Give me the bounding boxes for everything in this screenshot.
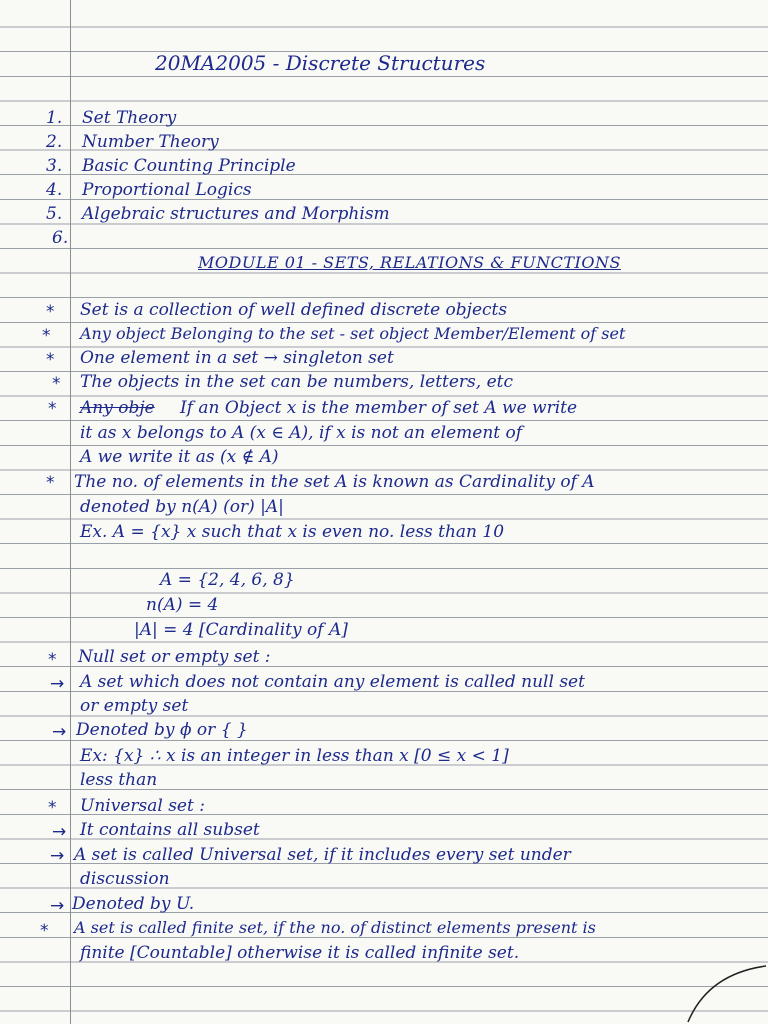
null-set-heading: Null set or empty set : xyxy=(78,647,271,667)
null-set-example-cont: less than xyxy=(80,770,158,790)
note-null-definition: A set which does not contain any element is called null set xyxy=(80,672,585,692)
note-universal-contains: It contains all subset xyxy=(80,820,260,840)
star-bullet: * xyxy=(46,473,55,493)
note-objects: The objects in the set can be numbers, letters, etc xyxy=(80,372,514,392)
arrow-bullet: → xyxy=(52,822,67,842)
syllabus-number-2: 2. xyxy=(46,132,63,152)
note-singleton: One element in a set → singleton set xyxy=(80,348,394,368)
page-corner-curl xyxy=(678,964,768,1024)
arrow-bullet: → xyxy=(52,722,67,742)
universal-set-heading: Universal set : xyxy=(80,796,205,816)
note-cardinality: The no. of elements in the set A is known as Cardinality of A xyxy=(74,472,595,492)
note-null-notation: Denoted by ϕ or { } xyxy=(76,720,248,740)
example-cardinality-abs: |A| = 4 [Cardinality of A] xyxy=(134,620,348,640)
note-membership-cont-2: A we write it as (x ∉ A) xyxy=(80,447,279,467)
example-set-elements: A = {2, 4, 6, 8} xyxy=(160,570,295,590)
example-set-builder: Ex. A = {x} x such that x is even no. less than 10 xyxy=(80,522,505,542)
star-bullet: * xyxy=(42,326,51,346)
syllabus-item-3: Basic Counting Principle xyxy=(82,156,296,176)
syllabus-item-1: Set Theory xyxy=(82,108,177,128)
syllabus-number-4: 4. xyxy=(46,180,63,200)
null-set-example: Ex: {x} ∴ x is an integer in less than x [0 ≤ x < 1] xyxy=(80,746,509,766)
note-membership-cont: it as x belongs to A (x ∈ A), if x is not an element of xyxy=(80,423,523,443)
star-bullet: * xyxy=(48,798,57,818)
note-finite-set-cont: finite [Countable] otherwise it is called infinite set. xyxy=(80,943,520,963)
note-universal-notation: Denoted by U. xyxy=(72,894,195,914)
note-set-member: Any object Belonging to the set - set object Member/Element of set xyxy=(80,324,626,343)
note-membership: If an Object x is the member of set A we write xyxy=(180,398,578,418)
note-finite-set: A set is called finite set, if the no. of distinct elements present is xyxy=(74,918,596,937)
note-null-definition-cont: or empty set xyxy=(80,696,189,716)
star-bullet: * xyxy=(48,399,57,419)
syllabus-number-5: 5. xyxy=(46,204,63,224)
syllabus-item-5: Algebraic structures and Morphism xyxy=(82,204,390,224)
note-set-definition: Set is a collection of well defined discrete objects xyxy=(80,300,508,320)
syllabus-number-1: 1. xyxy=(46,108,63,128)
syllabus-number-3: 3. xyxy=(46,156,63,176)
module-heading: MODULE 01 - SETS, RELATIONS & FUNCTIONS xyxy=(198,253,621,272)
arrow-bullet: → xyxy=(50,674,65,694)
arrow-bullet: → xyxy=(50,896,65,916)
syllabus-number-6: 6. xyxy=(52,228,69,248)
struck-text: Any obje xyxy=(80,398,155,418)
star-bullet: * xyxy=(48,650,57,670)
note-universal-definition-cont: discussion xyxy=(80,869,170,889)
syllabus-item-4: Proportional Logics xyxy=(82,180,252,200)
page-title: 20MA2005 - Discrete Structures xyxy=(155,51,486,75)
arrow-bullet: → xyxy=(50,846,65,866)
star-bullet: * xyxy=(46,350,55,370)
star-bullet: * xyxy=(46,302,55,322)
example-cardinality-n: n(A) = 4 xyxy=(146,595,219,615)
star-bullet: * xyxy=(40,921,49,941)
note-universal-definition: A set is called Universal set, if it includes every set under xyxy=(74,845,571,865)
margin-line xyxy=(70,0,71,1024)
syllabus-item-2: Number Theory xyxy=(82,132,219,152)
note-cardinality-notation: denoted by n(A) (or) |A| xyxy=(80,497,284,517)
star-bullet: * xyxy=(52,374,61,394)
